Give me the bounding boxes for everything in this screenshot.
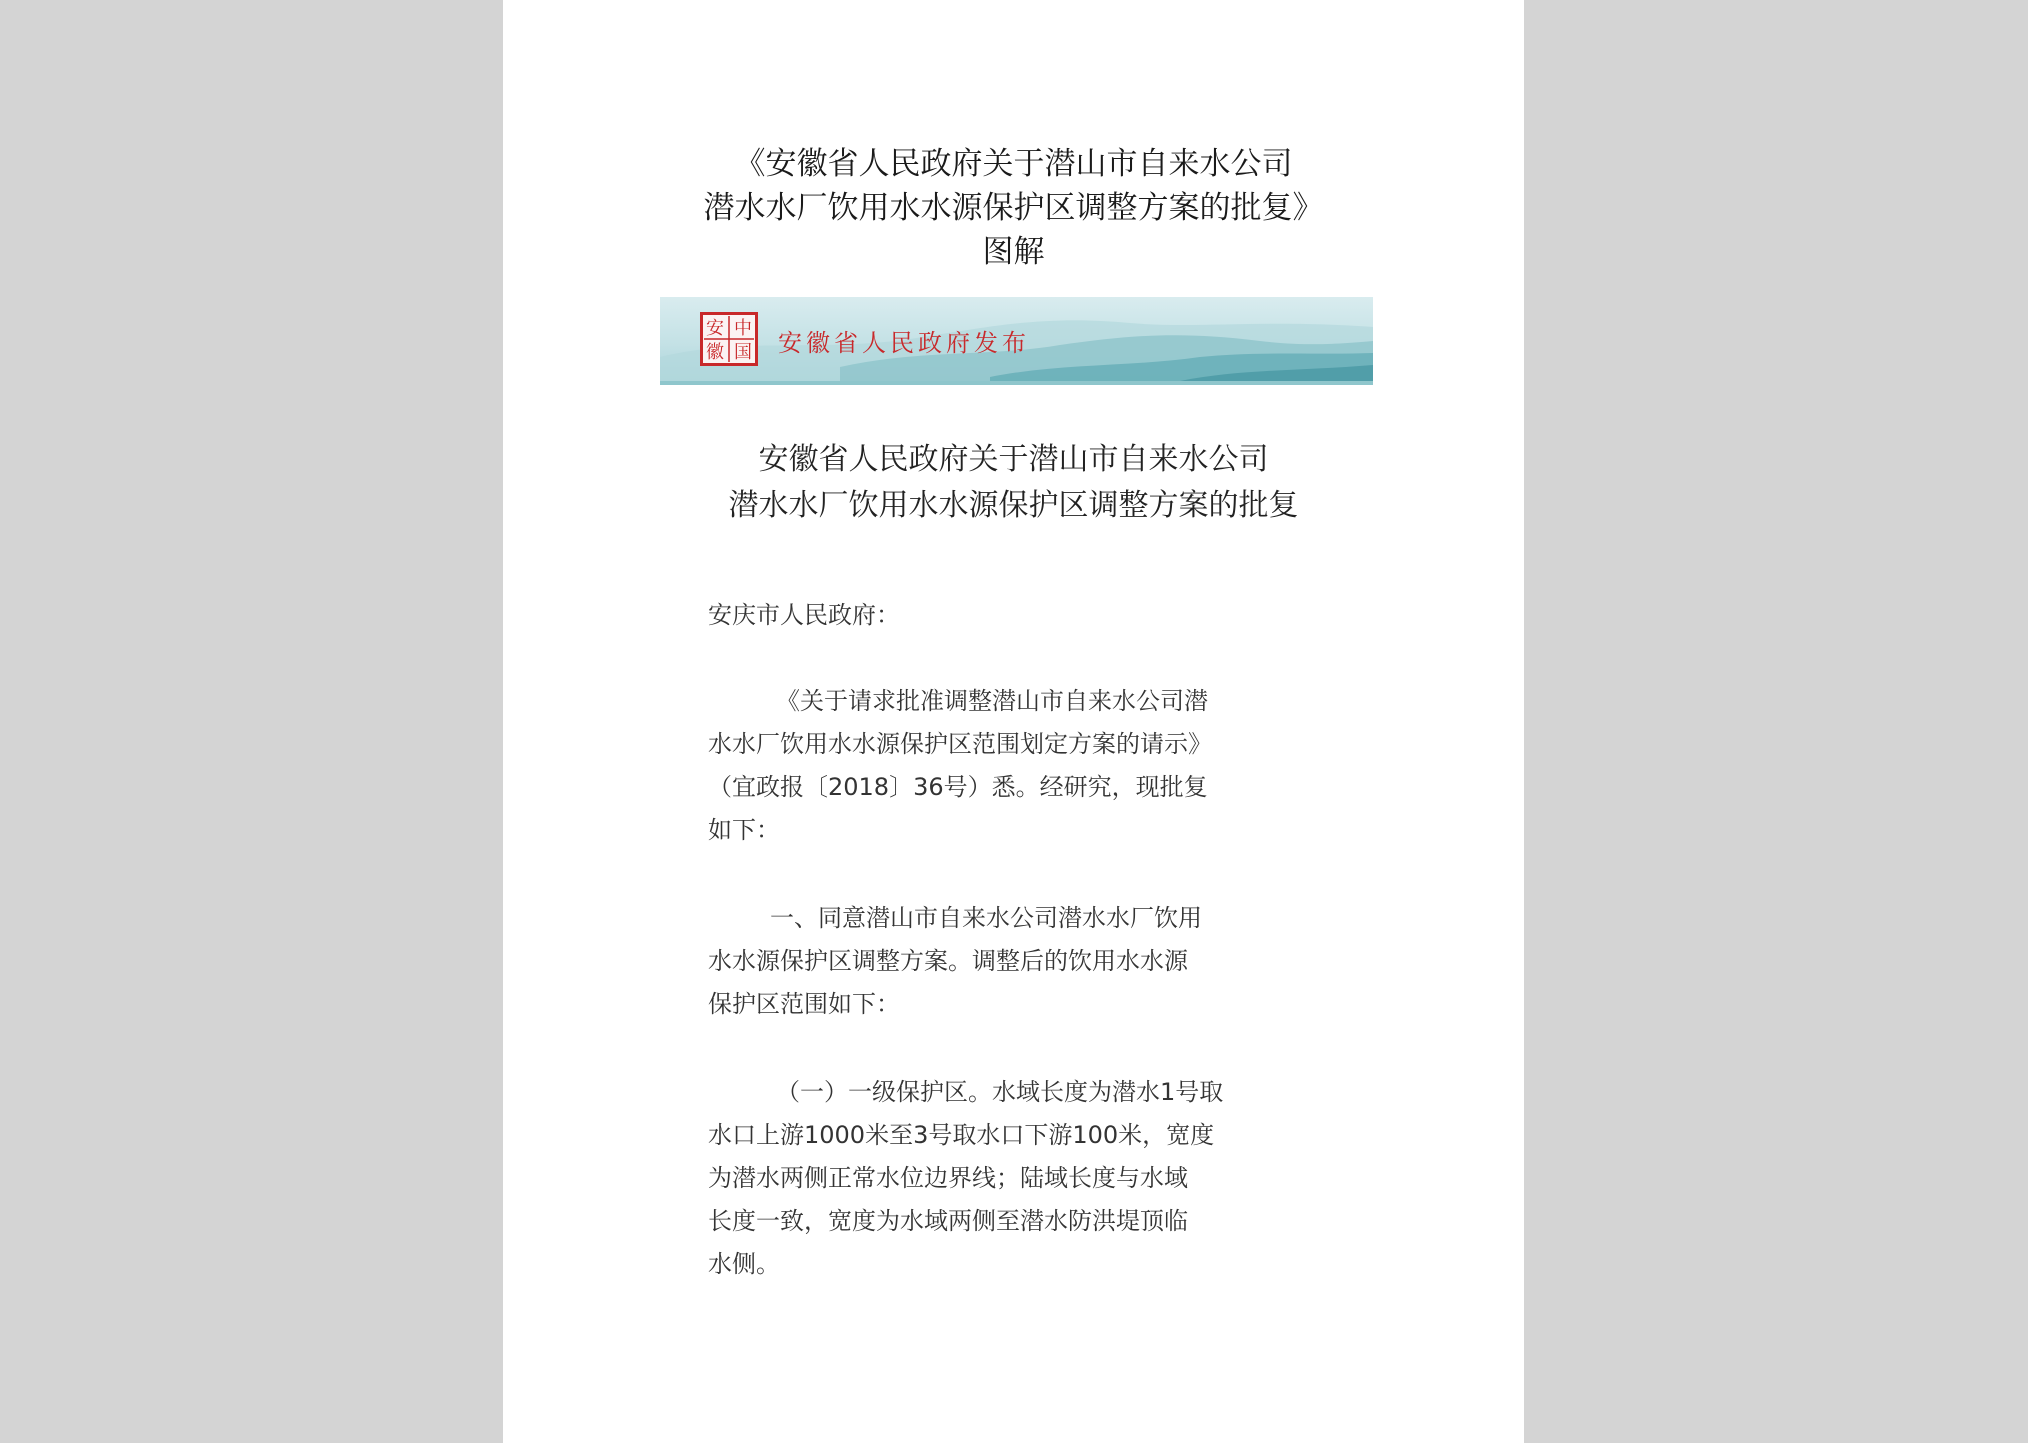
paragraph-line: 水口上游1000米至3号取水口下游100米，宽度 — [708, 1121, 1215, 1149]
paragraph-first-level-zone — [708, 1071, 1348, 1286]
svg-text:中: 中 — [734, 318, 752, 339]
svg-text:安: 安 — [706, 318, 724, 339]
document-title-line: 潜水水厂饮用水水源保护区调整方案的批复》 — [703, 190, 1324, 226]
anhui-seal-logo — [700, 312, 758, 366]
paragraph-line: 水水源保护区调整方案。调整后的饮用水水源 — [708, 947, 1188, 975]
banner-publisher-text: 安徽省人民政府发布 — [778, 329, 1030, 357]
svg-text:国: 国 — [734, 342, 752, 363]
government-banner — [660, 297, 1373, 385]
addressee-text: 安庆市人民政府： — [708, 601, 900, 629]
paragraph-line: 一、同意潜山市自来水公司潜水水厂饮用 — [770, 904, 1202, 932]
paragraph-line: （一）一级保护区。水域长度为潜水1号取 — [776, 1078, 1224, 1106]
paragraph-line: 长度一致，宽度为水域两侧至潜水防洪堤顶临 — [708, 1207, 1188, 1235]
paragraph-line: 如下： — [708, 816, 780, 844]
paragraph-line: 水侧。 — [708, 1250, 780, 1278]
paragraph-line: 为潜水两侧正常水位边界线；陆域长度与水域 — [708, 1164, 1188, 1192]
paragraph-line: （宜政报〔2018〕36号）悉。经研究，现批复 — [708, 773, 1208, 801]
paragraph-request — [708, 680, 1348, 852]
document-title-line: 《安徽省人民政府关于潜山市自来水公司 — [734, 146, 1293, 182]
paragraph-line: 保护区范围如下： — [708, 990, 900, 1018]
banner-divider — [660, 381, 1373, 385]
svg-text:徽: 徽 — [706, 342, 724, 363]
notice-title — [503, 437, 1524, 529]
paragraph-approval — [708, 897, 1348, 1026]
paragraph-line: 《关于请求批准调整潜山市自来水公司潜 — [776, 687, 1208, 715]
addressee — [708, 594, 1348, 637]
document-title-line: 图解 — [982, 234, 1045, 270]
notice-title-line: 潜水水厂饮用水水源保护区调整方案的批复 — [728, 488, 1299, 523]
document-title — [503, 142, 1524, 274]
document-page — [503, 0, 1524, 1443]
notice-title-line: 安徽省人民政府关于潜山市自来水公司 — [758, 442, 1269, 477]
paragraph-line: 水水厂饮用水水源保护区范围划定方案的请示》 — [708, 730, 1212, 758]
